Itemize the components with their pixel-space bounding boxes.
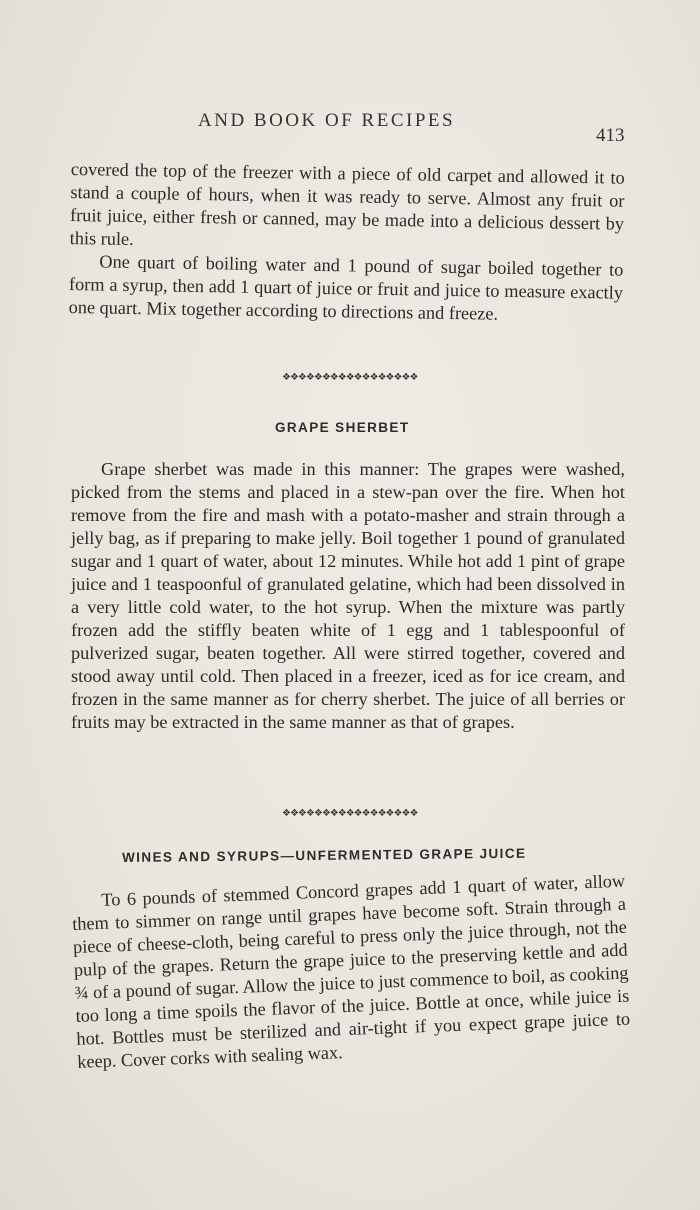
unfermented-grape-juice-paragraph: To 6 pounds of stemmed Concord grapes add 1 quart of water, allow them to simmer on range until grapes have become soft. Strain through a piece of cheese-cloth, being careful to press only the juice through, not the pulp of the grapes. Return the grape juice to the preserving kettle and add ¾ of a pound of sugar. Allow the juice to just commence to boil, as cooking too long a time spoils the flavor of the juice. Bottle at once, while juice is hot. Bottles must be sterilized and air-tight if you expect grape juice to keep. Cover corks with sealing wax. [71,870,631,1072]
grape-sherbet-text [71,458,625,734]
grape-sherbet-paragraph: Grape sherbet was made in this manner: The grapes were washed, picked from the stems and placed in a stew-pan over the fire. When hot remove from the fire and mash with a potato-masher and strain through a jelly bag, as if preparing to make jelly. Boil together 1 pound of granulated sugar and 1 quart of water, about 12 minutes. While hot add 1 pint of grape juice and 1 teaspoonful of granulated gelatine, which had been dissolved in a very little cold water, to the hot syrup. When the mixture was partly frozen add the stiffly beaten white of 1 egg and 1 tablespoonful of pulverized sugar, beaten together. All were stirred together, covered and stood away until cold. Then placed in a freezer, iced as for ice cream, and frozen in the same manner as for cherry sherbet. The juice of all berries or fruits may be extracted in the same manner as that of grapes. [71,459,625,732]
running-head: AND BOOK OF RECIPES [198,110,456,131]
unfermented-grape-juice-text [71,870,631,1074]
section-heading-unfermented-grape-juice: WINES AND SYRUPS—UNFERMENTED GRAPE JUICE [122,845,527,865]
intro-paragraph-1: covered the top of the freezer with a piece of old carpet and allowed it to stand a couple of hours, when it was ready to serve. Almost any fruit or fruit juice, either fresh or canned, may be made into a delicious dessert by this rule. [69,158,625,249]
page-number: 413 [596,125,625,146]
intro-paragraph-2: One quart of boiling water and 1 pound of sugar boiled together to form a syrup, then add 1 quart of juice or fruit and juice to measure exactly one quart. Mix together according to directions and freeze. [68,251,624,324]
ornamental-divider: ❖❖❖❖❖❖❖❖❖❖❖❖❖❖❖❖❖ [282,808,418,819]
ornamental-divider: ❖❖❖❖❖❖❖❖❖❖❖❖❖❖❖❖❖ [282,372,418,383]
intro-text [68,158,624,328]
section-heading-grape-sherbet: GRAPE SHERBET [275,420,410,435]
